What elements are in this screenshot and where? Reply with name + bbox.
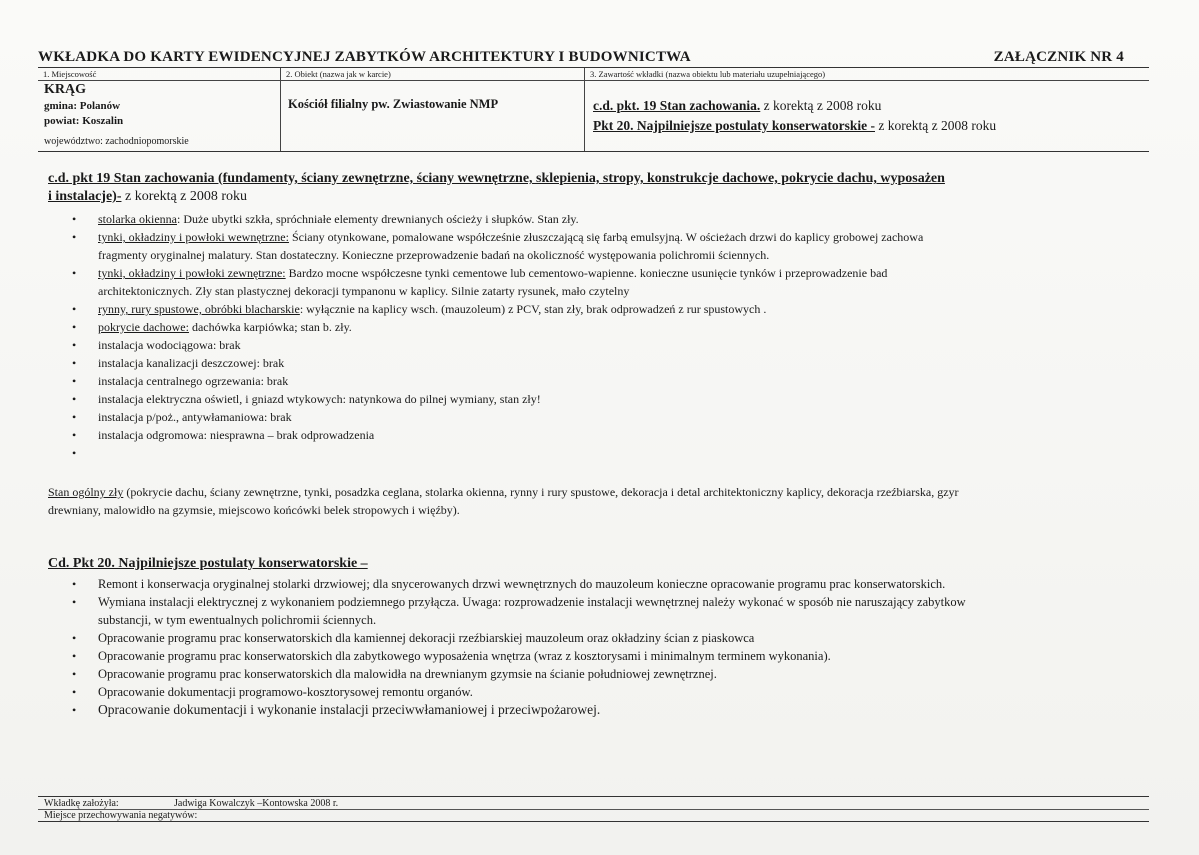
caption-locality: 1. Miejscowość: [43, 69, 97, 79]
bullet-icon: •: [72, 302, 77, 316]
bullet-icon: •: [72, 667, 77, 681]
voivodeship: województwo: zachodniopomorskie: [44, 136, 189, 147]
content-line-1: [593, 98, 881, 114]
section20-heading: [48, 556, 368, 572]
created-by-row: [44, 798, 339, 809]
item-text: Opracowanie programu prac konserwatorskich dla malowidła na drewnianym gzymsie na ścianie południowej zewnętrznej.: [98, 667, 717, 681]
item-text: Opracowanie dokumentacji programowo-kosztorysowej remontu organów.: [98, 685, 473, 699]
item-text-continued: fragmenty oryginalnej malatury. Stan dostateczny. Konieczne przeprowadzenie badań na okoliczność występowania polichromii ściennych.: [98, 248, 770, 262]
list-item: [48, 210, 1148, 228]
list-item: [48, 336, 1148, 354]
list-item: [48, 701, 1148, 719]
item-text: Opracowanie programu prac konserwatorskich dla zabytkowego wyposażenia wnętrza (wraz z kosztorysami i minimalnym terminem wykonania).: [98, 649, 831, 663]
item-text-continued: architektonicznych. Zły stan plastycznej dekoracji tympanonu w kaplicy. Silnie zatarty rysunek, mało czytelny: [98, 284, 630, 298]
item-label: stolarka okienna: [98, 212, 177, 226]
content-line-2: [593, 118, 996, 134]
list-item: [48, 354, 1148, 372]
footer-divider: [38, 809, 1149, 810]
bullet-icon: •: [72, 703, 77, 717]
bullet-icon: •: [72, 392, 77, 406]
commune: gmina: Polanów: [44, 100, 121, 112]
list-item-empty: [48, 444, 1148, 462]
section19-list: [48, 210, 1148, 462]
list-item: [48, 647, 1148, 665]
bullet-icon: •: [72, 446, 77, 460]
section19-heading-bold: c.d. pkt 19 Stan zachowania (fundamenty, ściany zewnętrzne, ściany wewnętrzne, sklepienia, stropy, konstrukcje dachowe, pokrycie dachu, wyposażen: [48, 171, 945, 186]
bullet-icon: •: [72, 374, 77, 388]
content-line-2-bold: Pkt 20. Najpilniejsze postulaty konserwatorskie -: [593, 118, 875, 133]
bullet-icon: •: [72, 266, 77, 280]
item-text: Wymiana instalacji elektrycznej z wykonaniem podziemnego przyłącza. Uwaga: rozprowadzenie instalacji wewnętrznej należy wykonać w sposób nie naruszający zabytkow: [98, 595, 966, 609]
item-label: pokrycie dachowe:: [98, 320, 189, 334]
item-text: instalacja elektryczna oświetl, i gniazd wtykowych: natynkowa do pilnej wymiany, stan zły!: [98, 392, 541, 406]
list-item: [48, 300, 1148, 318]
item-text: : Duże ubytki szkła, spróchniałe elementy drewnianych ościeży i słupków. Stan zły.: [176, 212, 579, 226]
list-item: [48, 593, 1148, 629]
column-divider: [280, 68, 281, 151]
section20-heading-text: Cd. Pkt 20. Najpilniejsze postulaty konserwatorskie –: [48, 556, 368, 571]
attachment-number: ZAŁĄCZNIK NR 4: [993, 49, 1124, 65]
content-line-2-rest: z korektą z 2008 roku: [875, 118, 997, 133]
item-label: tynki, okładziny i powłoki wewnętrzne:: [98, 230, 289, 244]
bullet-icon: •: [72, 356, 77, 370]
bullet-icon: •: [72, 649, 77, 663]
item-text: Opracowanie dokumentacji i wykonanie instalacji przeciwwłamaniowej i przeciwpożarowej.: [98, 702, 601, 717]
object-name: Kościół filialny pw. Zwiastowanie NMP: [288, 97, 499, 111]
section19-heading-line1: [48, 171, 945, 187]
bullet-icon: •: [72, 631, 77, 645]
overall-condition-label: Stan ogólny zły: [48, 485, 124, 499]
document-title: WKŁADKA DO KARTY EWIDENCYJNEJ ZABYTKÓW ARCHITEKTURY I BUDOWNICTWA: [38, 49, 691, 65]
list-item: [48, 683, 1148, 701]
bullet-icon: •: [72, 338, 77, 352]
created-by-value: Jadwiga Kowalczyk –Kontowska 2008 r.: [174, 798, 339, 809]
item-text: instalacja odgromowa: niesprawna – brak odprowadzenia: [98, 428, 375, 442]
list-item: [48, 665, 1148, 683]
bullet-icon: •: [72, 577, 77, 591]
item-text: instalacja kanalizacji deszczowej: brak: [98, 356, 285, 370]
locality-name: KRĄG: [44, 82, 86, 97]
item-text-continued: substancji, w tym ewentualnych polichromii ściennych.: [98, 613, 377, 627]
created-by-label: Wkładkę założyła:: [44, 798, 119, 809]
bullet-icon: •: [72, 685, 77, 699]
title-row: [38, 49, 1148, 67]
bullet-icon: •: [72, 320, 77, 334]
overall-condition-text: (pokrycie dachu, ściany zewnętrzne, tynki, posadzka ceglana, stolarka okienna, rynny i rury spustowe, dekoracja i detal architektoniczny kaplicy, dekoracja rzeźbiarska, gzyr: [123, 485, 959, 499]
item-text: instalacja centralnego ogrzewania: brak: [98, 374, 289, 388]
item-text: dachówka karpiówka; stan b. zły.: [188, 320, 352, 334]
bullet-icon: •: [72, 428, 77, 442]
overall-condition-text-2: drewniany, malowidło na gzymsie, miejscowo końcówki belek stropowych i więźby).: [48, 503, 460, 517]
item-text: Ściany otynkowane, pomalowane współcześnie złuszczającą się farbą emulsyjną. W ościeżach drzwi do kaplicy grobowej zachowa: [288, 230, 924, 244]
bullet-icon: •: [72, 230, 77, 244]
list-item: [48, 228, 1148, 264]
item-label: rynny, rury spustowe, obróbki blacharskie: [98, 302, 300, 316]
district: powiat: Koszalin: [44, 115, 124, 127]
caption-object: 2. Obiekt (nazwa jak w karcie): [286, 69, 391, 79]
list-item: [48, 264, 1148, 300]
item-text: Opracowanie programu prac konserwatorskich dla kamiennej dekoracji rzeźbiarskiej mauzoleum oraz okładziny ścian z piaskowca: [98, 631, 755, 645]
list-item: [48, 318, 1148, 336]
item-text: instalacja wodociągowa: brak: [98, 338, 241, 352]
section19-heading-bold-2: i instalacje)-: [48, 189, 122, 204]
item-text: instalacja p/poż., antywłamaniowa: brak: [98, 410, 292, 424]
list-item: [48, 629, 1148, 647]
column-divider: [584, 68, 585, 151]
list-item: [48, 408, 1148, 426]
list-item: [48, 372, 1148, 390]
overall-condition: [48, 483, 1148, 519]
header-table: [38, 67, 1149, 152]
content-line-1-rest: z korektą z 2008 roku: [760, 98, 882, 113]
caption-content: 3. Zawartość wkładki (nazwa obiektu lub materiału uzupełniającego): [590, 69, 826, 79]
bullet-icon: •: [72, 410, 77, 424]
list-item: [48, 390, 1148, 408]
section19-heading-rest: z korektą z 2008 roku: [121, 189, 248, 204]
list-item: [48, 426, 1148, 444]
content-line-1-bold: c.d. pkt. 19 Stan zachowania.: [593, 98, 761, 113]
item-text: Remont i konserwacja oryginalnej stolarki drzwiowej; dla snycerowanych drzwi wewnętrznych do mauzoleum konieczne opracowanie programu prac konserwatorskich.: [98, 577, 946, 591]
footer-table: [38, 796, 1149, 822]
item-text: : wyłącznie na kaplicy wsch. (mauzoleum) z PCV, stan zły, brak odprowadzeń z rur spustowych .: [299, 302, 767, 316]
item-text: Bardzo mocne współczesne tynki cementowe lub cementowo-wapienne. konieczne usunięcie tynków i przeprowadzenie bad: [285, 266, 888, 280]
list-item: [48, 575, 1148, 593]
bullet-icon: •: [72, 212, 77, 226]
bullet-icon: •: [72, 595, 77, 609]
negatives-location-row: [44, 810, 197, 821]
section20-list: [48, 575, 1148, 719]
section19-heading-line2: [48, 189, 247, 205]
negatives-location-label: Miejsce przechowywania negatywów:: [44, 810, 198, 821]
item-label: tynki, okładziny i powłoki zewnętrzne:: [98, 266, 286, 280]
